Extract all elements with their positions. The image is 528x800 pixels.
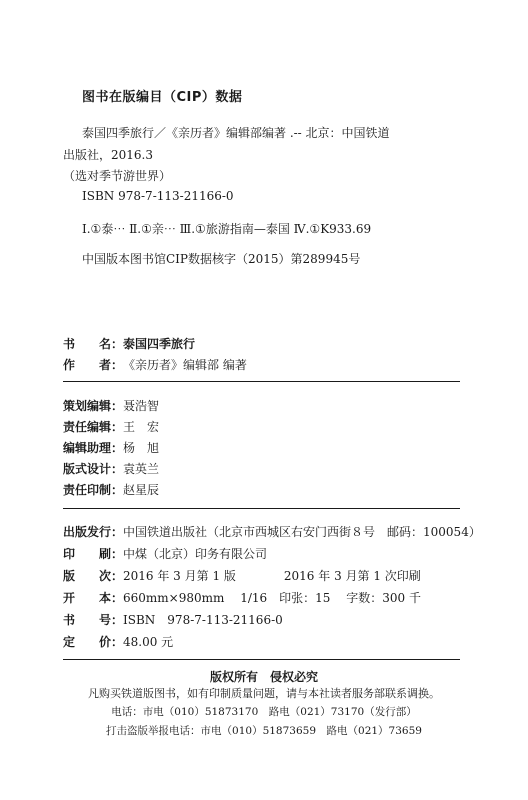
- editor-value: 王 宏: [123, 420, 160, 434]
- cip-record: 中国版本图书馆CIP数据核字（2015）第289945号: [82, 252, 361, 266]
- editor-label: 策划编辑：: [63, 399, 124, 413]
- publishing-row: [63, 631, 173, 650]
- publishing-label: 开 本：: [63, 591, 124, 605]
- publishing-value: 48.00 元: [123, 635, 174, 649]
- editor-value: 聂浩智: [123, 399, 160, 413]
- cip-classification: Ⅰ.①泰⋯ Ⅱ.①亲⋯ Ⅲ.①旅游指南—泰国 Ⅳ.①K933.69: [82, 222, 372, 236]
- publishing-label: 书 号：: [63, 613, 124, 627]
- copyright-title: 版权所有 侵权必究: [209, 670, 318, 684]
- editor-value: 袁英兰: [123, 462, 160, 476]
- cip-title: 图书在版编目（CIP）数据: [82, 90, 243, 105]
- publishing-label: 印 刷：: [63, 547, 124, 561]
- cip-isbn: ISBN 978-7-113-21166-0: [82, 189, 234, 203]
- editor-row: [63, 437, 159, 456]
- copyright-piracy-phone: 打击盗版举报电话：市电（010）51873659 路电（021）73659: [106, 725, 422, 737]
- editor-label: 编辑助理：: [63, 441, 124, 455]
- editor-value: 赵星辰: [123, 483, 160, 497]
- publishing-value: 2016 年 3 月第 1 版 2016 年 3 月第 1 次印刷: [123, 569, 421, 583]
- publishing-row: [63, 565, 421, 584]
- publishing-label: 版 次：: [63, 569, 124, 583]
- book-title-value: 泰国四季旅行: [123, 337, 196, 351]
- editor-row: [63, 479, 159, 498]
- book-title-label: 书 名：: [63, 337, 124, 351]
- publishing-row: [63, 521, 481, 540]
- divider-3: [63, 659, 460, 660]
- copyright-notice: 凡购买铁道版图书，如有印制质量问题，请与本社读者服务部联系调换。: [88, 687, 440, 700]
- book-author-value: 《亲历者》编辑部 编著: [123, 358, 247, 372]
- publishing-value: 中煤（北京）印务有限公司: [123, 547, 268, 561]
- publishing-label: 出版发行：: [63, 525, 124, 539]
- editor-row: [63, 395, 159, 414]
- book-title-row: [63, 333, 195, 352]
- cip-line-2: 出版社，2016.3: [63, 148, 153, 162]
- publishing-value: 660mm×980mm 1/16 印张：15 字数：300 千: [123, 591, 421, 605]
- editor-value: 杨 旭: [123, 441, 160, 455]
- divider-1: [63, 381, 460, 382]
- cip-line-1: 泰国四季旅行／《亲历者》编辑部编著 .-- 北京：中国铁道: [82, 126, 390, 140]
- editor-row: [63, 416, 159, 435]
- publishing-value: 中国铁道出版社（北京市西城区右安门西街８号 邮码：100054）: [123, 525, 481, 539]
- publishing-row: [63, 543, 267, 562]
- copyright-phone: 电话：市电（010）51873170 路电（021）73170（发行部）: [111, 706, 417, 718]
- publishing-value: ISBN 978-7-113-21166-0: [123, 613, 283, 627]
- cip-line-3: （选对季节游世界）: [63, 169, 172, 183]
- book-author-row: [63, 354, 247, 373]
- editor-label: 责任印制：: [63, 483, 124, 497]
- divider-2: [63, 508, 460, 509]
- publishing-row: [63, 609, 283, 628]
- editor-row: [63, 458, 159, 477]
- editor-label: 版式设计：: [63, 462, 124, 476]
- publishing-row: [63, 587, 421, 606]
- book-author-label: 作 者：: [63, 358, 124, 372]
- publishing-label: 定 价：: [63, 635, 124, 649]
- editor-label: 责任编辑：: [63, 420, 124, 434]
